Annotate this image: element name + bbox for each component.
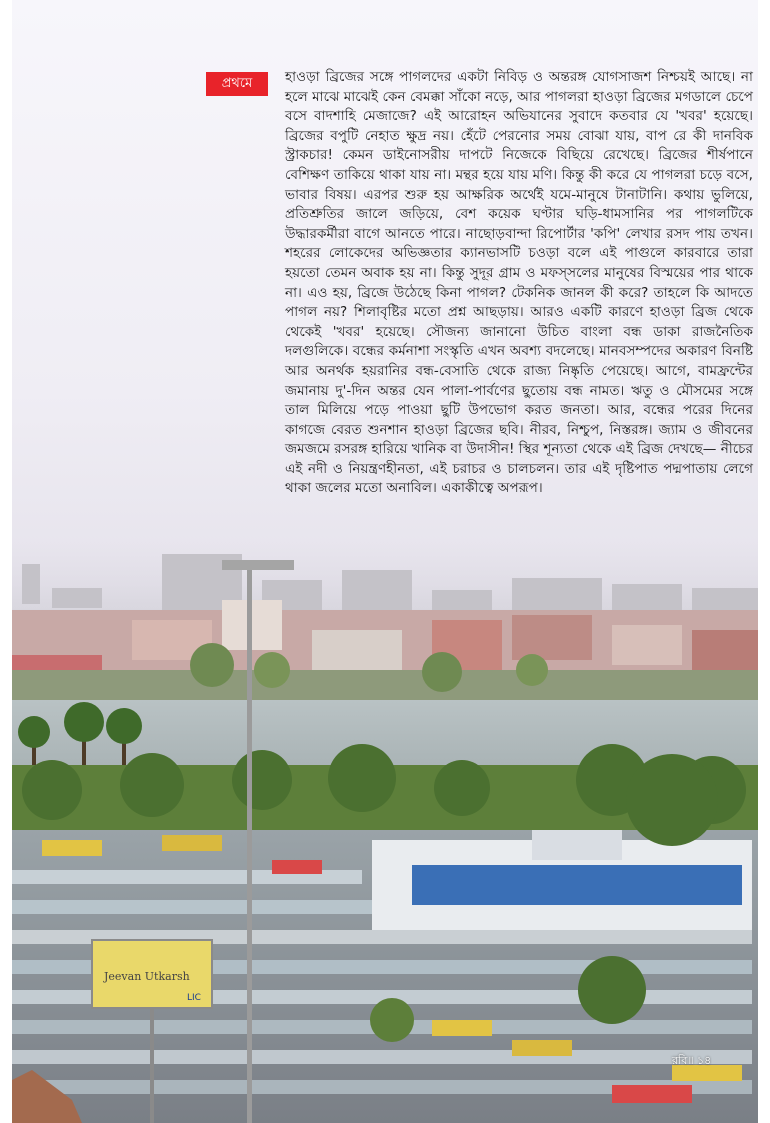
billboard-brand: LIC (187, 993, 201, 1003)
magazine-page (12, 0, 758, 1123)
far-bank-buildings (12, 600, 758, 705)
article-body: হাওড়া ব্রিজের সঙ্গে পাগলদের একটা নিবিড় ও অন্তরঙ্গ যোগসাজশ নিশ্চয়ই আছে। না হলে মাঝে মাঝেই কেন বেমক্কা সাঁকো নড়ে, আর পাগলরা হাওড়া ব্রিজের মগডালে চেপে বসে বাদশাহি মেজাজে? এই আরোহন অভিযানের সুবাদে কতবার যে 'খবর' হয়েছে। ব্রিজের বপুটি নেহাত ক্ষুদ্র নয়। হেঁটে পেরনোর সময় বোঝা যায়, বাপ রে কী দানবিক স্ট্রাকচার! কেমন ডাইনোসরীয় দাপটে নিজেকে বিছিয়ে রেখেছে। ব্রিজের শীর্ষপানে বেশিক্ষণ তাকিয়ে থাকা যায় না। মন্থর হয়ে যায় মণি। কিন্তু কী করে যে পাগলরা চড়ে বসে, ভাবার বিষয়। এরপর শুরু হয় আক্ষরিক অর্থেই যমে-মানুষে টানাটানি। কথায় ভুলিয়ে, প্রতিশ্রুতির জালে জড়িয়ে, বেশ কয়েক ঘণ্টার ঘড়ি-ধামসানির পর পাগলটিকে উদ্ধারকর্মীরা বাগে আনতে পারে। নাছোড়বান্দা রিপোর্টার 'কপি' লেখার রসদ পায় তখন। শহরের লোকেদের অভিজ্ঞতার ক্যানভাসটি চওড়া বলে এই পাগুলে কারবারে তারা হয়তো তেমন অবাক হয় না। কিন্তু সুদূর গ্রাম ও মফস্সলের মানুষের বিস্ময়ের পার থাকে না। এও হয়, ব্রিজে উঠেছে কিনা পাগল? টেকনিক জানল কী করে? তাহলে কি আদতে পাগল নয়? শিলাবৃষ্টির মতো প্রশ্ন আছড়ায়। আরও একটি কারণে হাওড়া ব্রিজ থেকে থেকেই 'খবর' হয়েছে। সৌজন্য জানানো উচিত বাংলা বন্ধ ডাকা রাজনৈতিক দলগুলিকে। বন্ধের কর্মনাশা সংস্কৃতি এখন অবশ্য বদলেছে। মানবসম্পদের অকারণ বিনষ্টি আর অনর্থক হয়রানির বন্ধ-বেসাতি থেকে রাজ্য নিষ্কৃতি পেয়েছে। আগে, বামফ্রন্টের জমানায় দু'-দিন অন্তর যেন পালা-পার্বণের ছুতোয় বন্ধ নামত। ঋতু ও মৌসমের সঙ্গে তাল মিলিয়ে পড়ে পাওয়া ছুটি উপভোগ করত জনতা। আর, বন্ধের পরের দিনের কাগজে বেরত শুনশান হাওড়া ব্রিজের ছবি। নীরব, নিশ্চুপ, নিস্তরঙ্গ। জ্যাম ও জীবনের জমজমে রসরঙ্গ হারিয়ে খানিক বা উদাসীন! স্থির শূন্যতা থেকে এই ব্রিজ দেখছে— নীচের এই নদী ও নিয়ন্ত্রণহীনতা, এই চরাচর ও চালচলন। তার এই দৃষ্টিপাত পদ্মপাতায় লেগে থাকা জলের মতো অনাবিল। একাকীত্বে অপরূপ। (285, 69, 753, 497)
billboard-text: Jeevan Utkarsh (104, 970, 190, 983)
city-river-photo (12, 540, 758, 1123)
page-number: রবি॥ ১৪ (672, 1054, 712, 1067)
terminal-building (372, 830, 752, 930)
section-tag: প্রথমে (206, 72, 268, 96)
